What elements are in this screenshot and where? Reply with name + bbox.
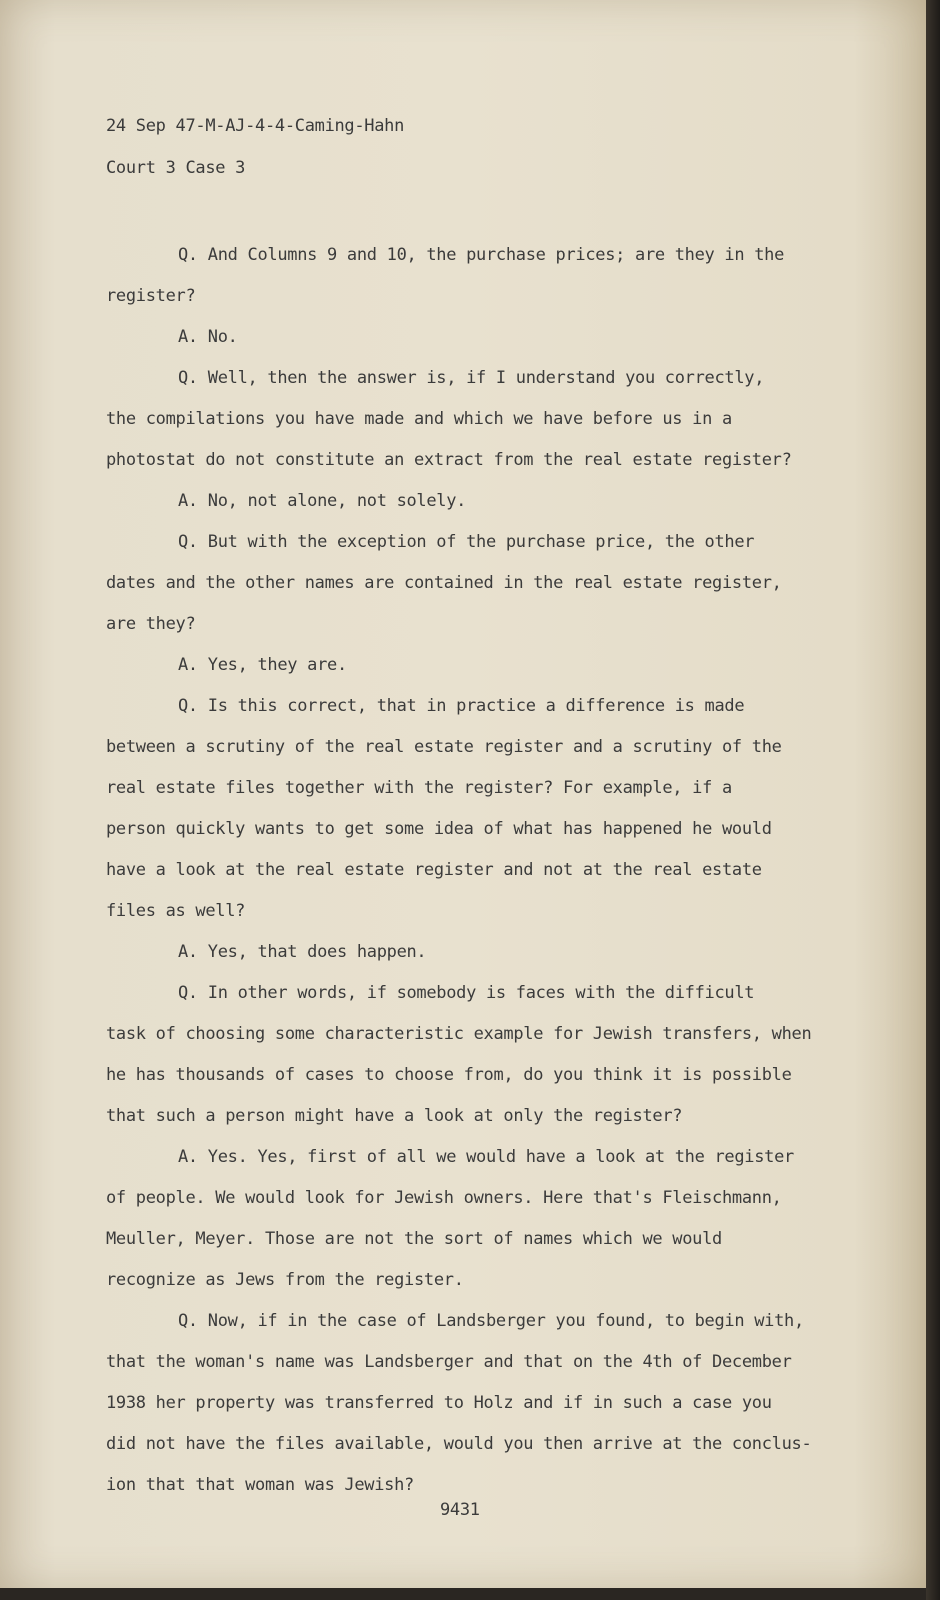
transcript-line: did not have the files available, would you then arrive at the conclus- <box>106 1434 812 1454</box>
transcript-line: Q. In other words, if somebody is faces with the difficult <box>178 983 755 1003</box>
transcript-line: that such a person might have a look at only the register? <box>106 1106 683 1126</box>
transcript-line: he has thousands of cases to choose from, do you think it is possible <box>106 1065 792 1085</box>
transcript-line: Q. But with the exception of the purchase price, the other <box>178 532 755 552</box>
header-reference: 24 Sep 47-M-AJ-4-4-Caming-Hahn <box>106 116 405 136</box>
transcript-line: A. No. <box>178 327 238 347</box>
transcript-line: real estate files together with the register? For example, if a <box>106 778 732 798</box>
transcript-line: Q. Well, then the answer is, if I understand you correctly, <box>178 368 765 388</box>
transcript-line: that the woman's name was Landsberger and that on the 4th of December <box>106 1352 792 1372</box>
transcript-line: the compilations you have made and which we have before us in a <box>106 409 732 429</box>
transcript-line: are they? <box>106 614 196 634</box>
page-number: 9431 <box>440 1500 480 1520</box>
transcript-line: Q. Now, if in the case of Landsberger you found, to begin with, <box>178 1311 804 1331</box>
transcript-line: 1938 her property was transferred to Holz and if in such a case you <box>106 1393 772 1413</box>
transcript-line: Meuller, Meyer. Those are not the sort of names which we would <box>106 1229 722 1249</box>
transcript-line: A. Yes, that does happen. <box>178 942 427 962</box>
transcript-line: Q. Is this correct, that in practice a difference is made <box>178 696 745 716</box>
transcript-line: recognize as Jews from the register. <box>106 1270 464 1290</box>
transcript-body <box>106 235 846 1506</box>
transcript-line: A. Yes. Yes, first of all we would have a look at the register <box>178 1147 794 1167</box>
transcript-line: task of choosing some characteristic example for Jewish transfers, when <box>106 1024 812 1044</box>
transcript-line: between a scrutiny of the real estate register and a scrutiny of the <box>106 737 782 757</box>
transcript-line: ion that that woman was Jewish? <box>106 1475 414 1495</box>
scan-edge <box>926 0 940 1600</box>
header-court-case: Court 3 Case 3 <box>106 158 246 178</box>
transcript-line: dates and the other names are contained in the real estate register, <box>106 573 782 593</box>
transcript-line: A. Yes, they are. <box>178 655 347 675</box>
transcript-line: of people. We would look for Jewish owners. Here that's Fleischmann, <box>106 1188 782 1208</box>
transcript-line: register? <box>106 286 196 306</box>
transcript-line: files as well? <box>106 901 246 921</box>
transcript-line: A. No, not alone, not solely. <box>178 491 467 511</box>
transcript-line: Q. And Columns 9 and 10, the purchase prices; are they in the <box>178 245 785 265</box>
transcript-line: person quickly wants to get some idea of what has happened he would <box>106 819 772 839</box>
transcript-line: have a look at the real estate register and not at the real estate <box>106 860 762 880</box>
transcript-line: photostat do not constitute an extract from the real estate register? <box>106 450 792 470</box>
